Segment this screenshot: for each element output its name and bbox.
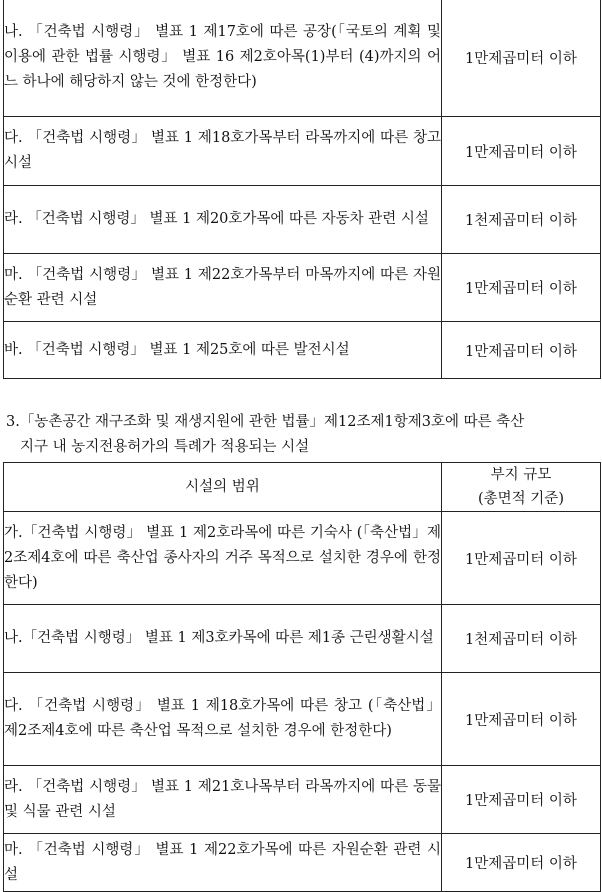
header-site-area [442, 463, 601, 512]
table-row [4, 117, 601, 186]
site-area-cell: 1만제곱미터 이하 [442, 766, 601, 834]
table-row [4, 766, 601, 834]
facility-range-cell: 바. 「건축법 시행령」 별표 1 제25호에 따른 발전시설 [4, 322, 442, 379]
site-area-cell: 1만제곱미터 이하 [442, 834, 601, 892]
header-site-area-line1: 부지 규모 [490, 467, 552, 483]
site-area-cell: 1만제곱미터 이하 [442, 117, 601, 186]
table-header-row [4, 463, 601, 512]
table-row [4, 186, 601, 254]
site-area-cell: 1천제곱미터 이하 [442, 186, 601, 254]
facility-range-cell: 다. 「건축법 시행령」 별표 1 제18호가목에 따른 창고 (「축산법」 제2조제4호에 따른 축산업 목적으로 설치한 경우에 한정한다) [4, 673, 442, 766]
header-site-area-line2: (총면적 기준) [478, 491, 564, 507]
facility-range-cell: 마. 「건축법 시행령」 별표 1 제22호가목부터 마목까지에 따른 자원순환 관련 시설 [4, 254, 442, 322]
table-row [4, 834, 601, 892]
table-row [4, 673, 601, 766]
facility-range-cell: 라. 「건축법 시행령」 별표 1 제21호나목부터 라목까지에 따른 동물 및 식물 관련 시설 [4, 766, 442, 834]
table-row [4, 322, 601, 379]
section-3-title [6, 410, 598, 460]
section-3-title-line1: 3.「농촌공간 재구조화 및 재생지원에 관한 법률」제12조제1항제3호에 따른 축산 [6, 414, 525, 430]
facility-range-cell: 가.「건축법 시행령」 별표 1 제2호라목에 따른 기숙사 (「축산법」제2조제4호에 따른 축산업 종사자의 거주 목적으로 설치한 경우에 한정한다) [4, 512, 442, 605]
table-row [4, 254, 601, 322]
site-area-cell: 1만제곱미터 이하 [442, 254, 601, 322]
header-facility-range: 시설의 범위 [4, 463, 442, 512]
site-area-cell: 1만제곱미터 이하 [442, 322, 601, 379]
site-area-cell: 1만제곱미터 이하 [442, 0, 601, 117]
facility-table-2 [3, 0, 601, 379]
site-area-cell: 1천제곱미터 이하 [442, 605, 601, 673]
facility-range-cell: 다. 「건축법 시행령」 별표 1 제18호가목부터 라목까지에 따른 창고시설 [4, 117, 442, 186]
facility-table-3 [3, 462, 601, 892]
section-3-title-line2: 지구 내 농지전용허가의 특례가 적용되는 시설 [20, 439, 310, 455]
facility-range-cell: 마. 「건축법 시행령」 별표 1 제22호가목에 따른 자원순환 관련 시설 [4, 834, 442, 892]
facility-range-cell: 나. 「건축법 시행령」 별표 1 제17호에 따른 공장(「국토의 계획 및 이용에 관한 법률 시행령」 별표 16 제2호아목(1)부터 (4)까지의 어느 하나에 해당하지 않는 것에 한정한다) [4, 0, 442, 117]
site-area-cell: 1만제곱미터 이하 [442, 512, 601, 605]
table-row [4, 0, 601, 117]
facility-range-cell: 라. 「건축법 시행령」 별표 1 제20호가목에 따른 자동차 관련 시설 [4, 186, 442, 254]
facility-range-cell: 나.「건축법 시행령」 별표 1 제3호카목에 따른 제1종 근린생활시설 [4, 605, 442, 673]
table-row [4, 512, 601, 605]
site-area-cell: 1만제곱미터 이하 [442, 673, 601, 766]
table-row [4, 605, 601, 673]
